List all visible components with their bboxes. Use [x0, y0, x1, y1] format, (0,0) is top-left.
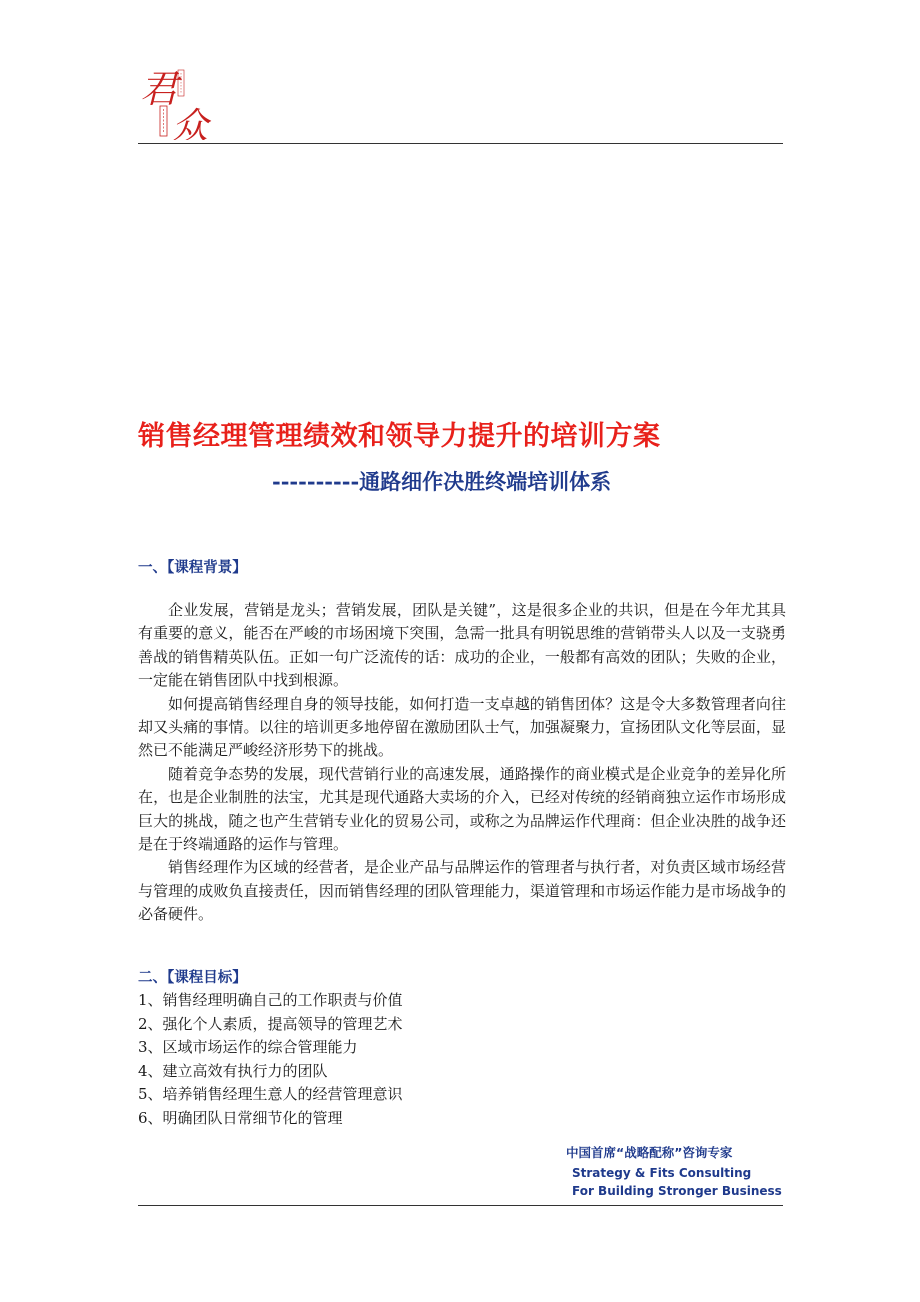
- document-subtitle: ----------通路细作决胜终端培训体系: [272, 469, 612, 494]
- goal-item: 3、区域市场运作的综合管理能力: [138, 1038, 358, 1057]
- goal-item: 6、明确团队日常细节化的管理: [138, 1108, 343, 1127]
- footer-en-line1: Strategy & Fits Consulting: [572, 1166, 752, 1180]
- goals-list: [138, 989, 403, 1131]
- logo-mark: [138, 62, 212, 140]
- company-logo: [138, 62, 212, 140]
- background-paragraph: 如何提高销售经理自身的领导技能，如何打造一支卓越的销售团体？这是令大多数管理者向往却又头痛的事情。以往的培训更多地停留在激励团队士气，加强凝聚力，宣扬团队文化等层面，显然已不能满足严峻经济形势下的挑战。: [138, 694, 786, 760]
- logo-glyph-2: 众: [172, 106, 209, 140]
- section-heading-goals: 二、【课程目标】: [138, 970, 247, 986]
- footer-cn: 中国首席“战略配称”咨询专家: [566, 1145, 733, 1160]
- goal-item: 2、强化个人素质，提高领导的管理艺术: [138, 1014, 403, 1033]
- background-body: [138, 599, 786, 927]
- document-title: 销售经理管理绩效和领导力提升的培训方案: [138, 421, 661, 452]
- section-heading-background: 一、【课程背景】: [138, 560, 247, 576]
- background-paragraph: 企业发展，营销是龙头；营销发展，团队是关键”，这是很多企业的共识，但是在今年尤其具有重要的意义，能否在严峻的市场困境下突围，急需一批具有明锐思维的营销带头人以及一支骁勇善战的销售精英队伍。正如一句广泛流传的话：成功的企业，一般都有高效的团队；失败的企业，一定能在销售团队中找到根源。: [138, 601, 786, 690]
- goal-item: 4、建立高效有执行力的团队: [138, 1061, 328, 1080]
- logo-glyph-1: 君: [140, 67, 179, 111]
- footer-tagline: [566, 1143, 782, 1200]
- goal-item: 1、销售经理明确自己的工作职责与价值: [138, 991, 403, 1009]
- footer-rule: [138, 1205, 783, 1206]
- header-rule: [138, 143, 783, 144]
- goal-item: 5、培养销售经理生意人的经营管理意识: [138, 1085, 403, 1104]
- background-paragraph: 销售经理作为区域的经营者，是企业产品与品牌运作的管理者与执行者，对负责区域市场经营与管理的成败负直接责任，因而销售经理的团队管理能力，渠道管理和市场运作能力是市场战争的必备硬件。: [138, 858, 786, 924]
- footer-en-line2: For Building Stronger Business: [572, 1184, 782, 1198]
- background-paragraph: 随着竞争态势的发展，现代营销行业的高速发展，通路操作的商业模式是企业竞争的差异化所在，也是企业制胜的法宝，尤其是现代通路大卖场的介入，已经对传统的经销商独立运作市场形成巨大的挑战，随之也产生营销专业化的贸易公司，或称之为品牌运作代理商：但企业决胜的战争还是在于终端通路的运作与管理。: [138, 764, 786, 854]
